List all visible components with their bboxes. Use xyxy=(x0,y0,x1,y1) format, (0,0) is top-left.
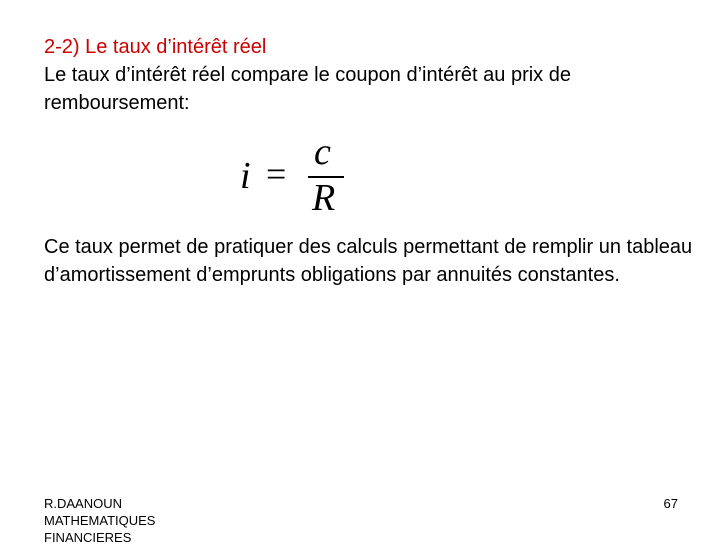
intro-paragraph: Le taux d’intérêt réel compare le coupon d’intérêt au prix de remboursement: xyxy=(44,64,571,114)
slide-heading: 2-2) Le taux d’intérêt réel xyxy=(44,36,267,58)
page-number: 67 xyxy=(663,496,678,511)
footer-author xyxy=(44,495,204,546)
formula-denominator: R xyxy=(312,177,336,219)
footer-author-line: R.DAANOUN xyxy=(44,496,123,511)
footer-author-line: FINANCIERES xyxy=(44,530,132,545)
formula-lhs: i xyxy=(240,155,251,197)
formula-equals-sign: = xyxy=(266,154,287,194)
explanation-paragraph: Ce taux permet de pratiquer des calculs permettant de remplir un tableau d’amortissement d’emprunts obligations par annuités constantes. xyxy=(44,236,693,286)
formula-numerator: c xyxy=(314,131,331,173)
interest-rate-formula xyxy=(238,132,348,218)
footer-author-line: MATHEMATIQUES xyxy=(44,513,156,528)
